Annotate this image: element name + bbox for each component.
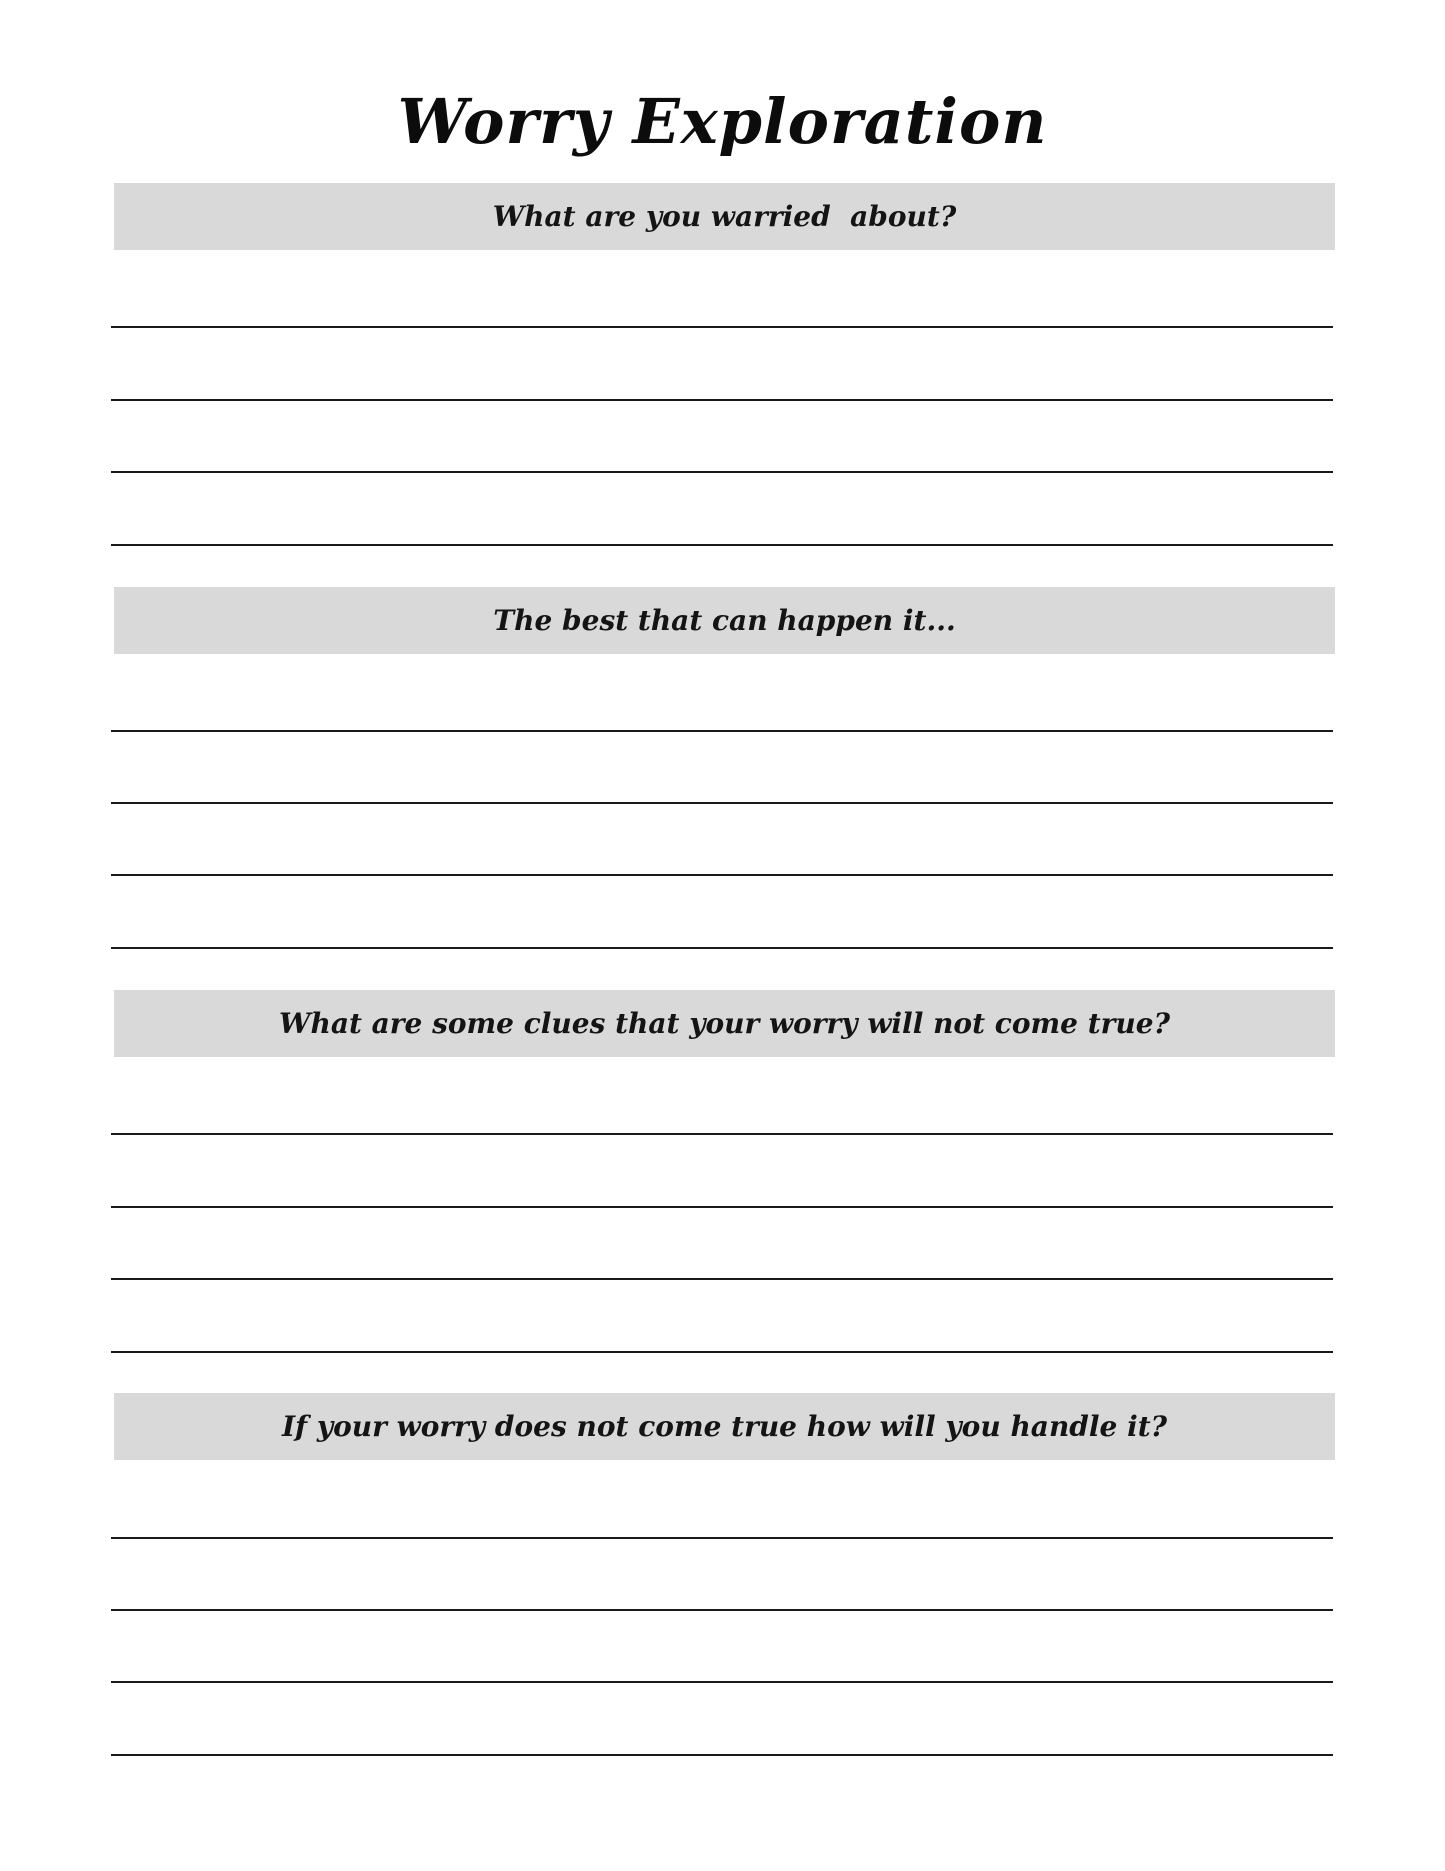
- answer-line[interactable]: [111, 1681, 1333, 1683]
- prompt-text: If your worry does not come true how will you handle it?: [281, 1410, 1168, 1443]
- prompt-banner: [114, 1393, 1335, 1460]
- answer-line[interactable]: [111, 730, 1333, 732]
- answer-line[interactable]: [111, 802, 1333, 804]
- prompt-text: The best that can happen it...: [493, 604, 956, 637]
- answer-line[interactable]: [111, 1537, 1333, 1539]
- answer-line[interactable]: [111, 1206, 1333, 1208]
- prompt-text: What are some clues that your worry will not come true?: [279, 1007, 1170, 1040]
- prompt-banner: [114, 587, 1335, 654]
- answer-line[interactable]: [111, 1278, 1333, 1280]
- answer-line[interactable]: [111, 1609, 1333, 1611]
- answer-line[interactable]: [111, 544, 1333, 546]
- prompt-banner: [114, 183, 1335, 250]
- page-title: Worry Exploration: [397, 85, 1048, 158]
- answer-line[interactable]: [111, 947, 1333, 949]
- prompt-text: What are you warried about?: [492, 200, 957, 233]
- answer-line[interactable]: [111, 471, 1333, 473]
- answer-line[interactable]: [111, 399, 1333, 401]
- answer-line[interactable]: [111, 326, 1333, 328]
- answer-line[interactable]: [111, 874, 1333, 876]
- answer-line[interactable]: [111, 1351, 1333, 1353]
- answer-line[interactable]: [111, 1754, 1333, 1756]
- answer-line[interactable]: [111, 1133, 1333, 1135]
- prompt-banner: [114, 990, 1335, 1057]
